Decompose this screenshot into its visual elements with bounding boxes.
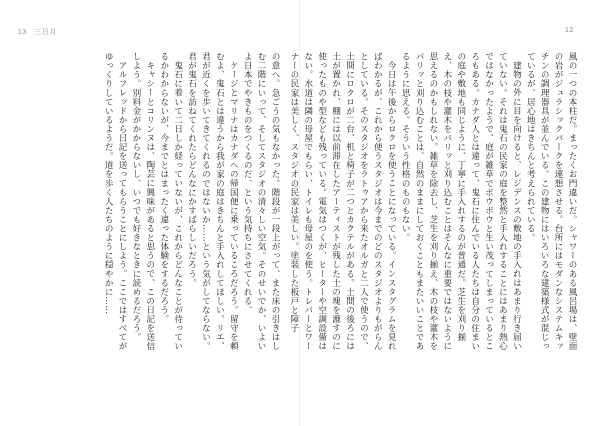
left-page-body [103,52,281,352]
paragraph: キャシーとコリンヌは、陶芸に興味があると思うので、この日記を送信しよう。別料金がかからないし、いつでも好きなときに読めるだろう。 [130,52,155,351]
paragraph: ケージとマリナはカナダへの帰国便に乗っているころだろう。留守を頼むよ、鬼石とは違うから我が家の庭はきちんと手入れしてほしい。リエ、君が近くを歩いてきてくれるのではないか……という気がしてならない。君が鬼石を訪ねてくれたらどんなにかすばらしいだろう。 [186,52,239,351]
paragraph: アルフレッドから日記を送ってもらうことにしよう。ここではすべてがゆっくりしているようだ。道を歩く人たちのように穏やかに…… [103,52,128,351]
paragraph: 建物の外に目を向けると、レジデンスの敷地の手入れはあまり行き届いていない。それは鬼石の民家の庭を整然と手入れすることにはあまり熱心ではなかったようで、庭が雑草でボウボウと生い茂ってしまっているところもある。カナダ人とは違って、鬼石に住んでいる人たちは自分の住まいの庭や敷地も同じように、丁寧に手入れするのが普通だ。芝生を刈り揃え、木の枝や灌木をバリッと刈り込むことはそんなに重要ではないように思えるのかもしれない。雑草を除去し、芝生を刈り揃え、木の枝や灌木をパリッと刈り込むことは、自然のままにしておくこともまたいいことであるように思える。そういう性格のものもない。 [400,52,522,351]
paragraph: の意へ。急ごうの気もなかった。階段が一段上がって、また床の引きはしむ二階にいって、そしてスタジオの清々しい空気。そのせいでか、いよいよ日本でやきものをつくるのだ、という気持ちにさせてくれる。 [242,52,280,351]
right-page-body [288,52,578,352]
paragraph: 今日は午後からロクロを使うことになっている。インスタグラムを見ればわかるが、これから使うスタジオは今までのどのスタジオよりもがらんとしている。そのスタジオをラトゥアから来たオルガと二人で使うので、土間にロクロが二台、机と椅子が二つとカクテルがある。土間の後ろには土が置かれ、棚には以前滞在したアーティストが残した土の塊を漉すのに使ったものや型なども残っている。電気はつくが、ヒーターや空調設備はない。水道は隣の母屋でもらい、トイレも母屋のを使う。トレバーとワーナーの民家は美しく、スタジオの民家は美しい。塗装した板戸と障子 [288,52,397,351]
right-page-number: 12 [565,27,574,34]
paragraph: 風の一つの本柱だ。まったくお門違いだ。シャワーのある風呂場は、壁面の岩がジュラシックパークを連想させる。台所にはモダンなシステムキッチンの調理器具が並んでいる。この建物にはいろいろな建築様式が混じっているが、居心地はきちんと考えられている。 [525,52,577,351]
paragraph: 鬼石に着いて二日しか経っていないが、これからどんなことが待っているかわからないが、今までとはまったく違った体験をするだろう。 [158,52,183,351]
left-page-number: 13 三日月 [18,29,57,36]
